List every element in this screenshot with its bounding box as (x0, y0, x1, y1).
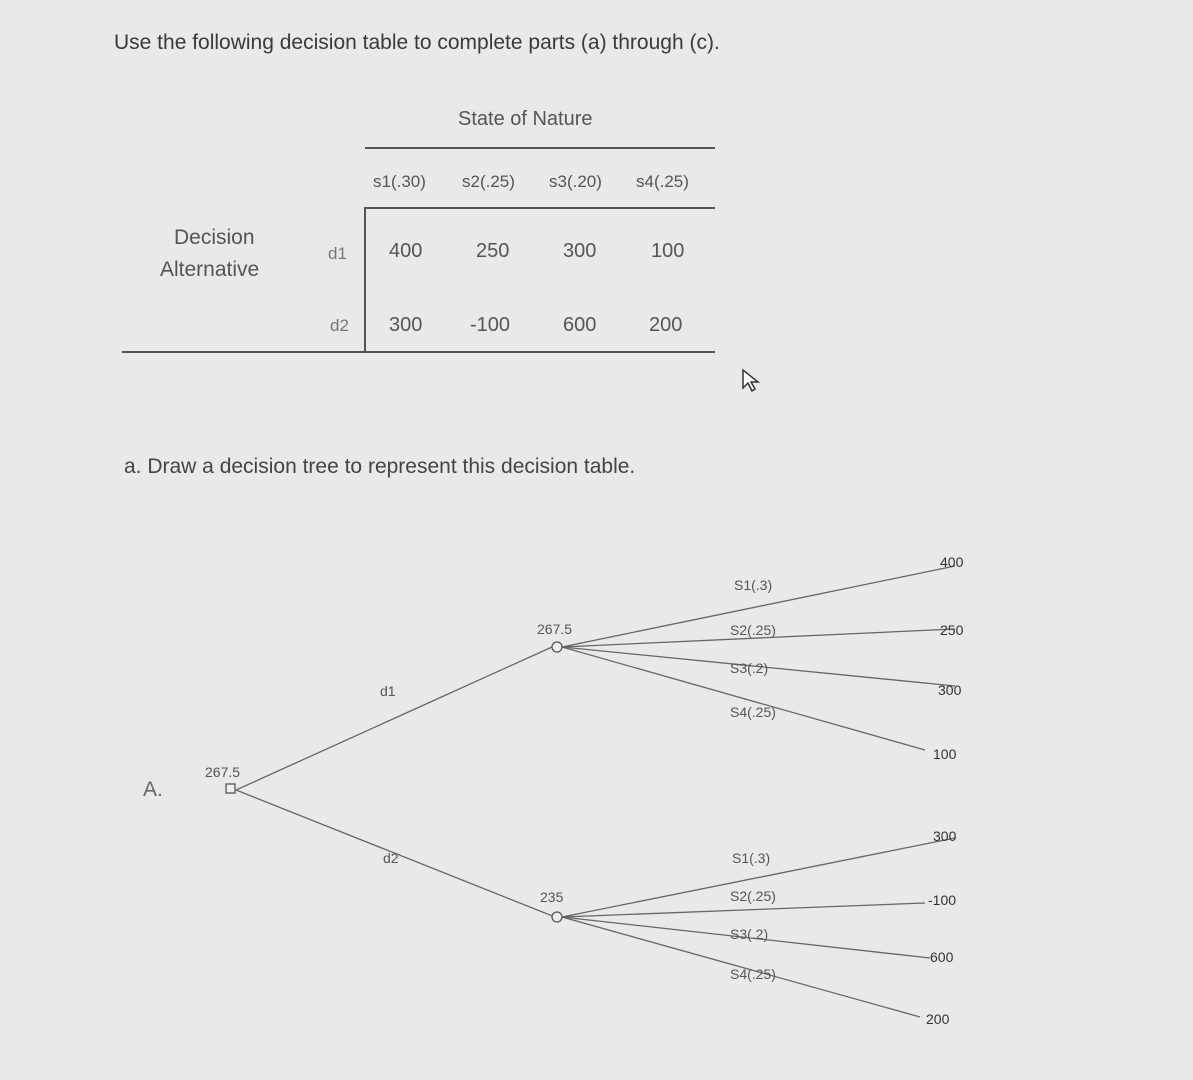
cell-d2-s4: 200 (649, 314, 683, 336)
node2-state-3: S3(.2) (730, 926, 769, 942)
cell-d1-s4: 100 (651, 240, 685, 262)
chance-node-2 (552, 912, 562, 922)
node2-payoff-4: 200 (926, 1011, 950, 1027)
node1-payoff-1: 400 (940, 554, 964, 570)
node1-state-2: S2(.25) (730, 622, 776, 638)
node1-state-1: S1(.3) (734, 577, 773, 593)
node2-state-2: S2(.25) (730, 888, 776, 904)
node2-payoff-2: -100 (928, 892, 957, 908)
node2-state-1: S1(.3) (732, 850, 771, 866)
branch-d1-label: d1 (380, 683, 396, 699)
node2-payoff-3: 600 (930, 949, 954, 965)
option-a-label[interactable]: A. (143, 778, 163, 801)
cell-d1-s3: 300 (563, 240, 597, 262)
row-label-d2: d2 (330, 316, 349, 335)
cell-d1-s2: 250 (476, 240, 510, 262)
column-header-s3: s3(.20) (549, 172, 602, 191)
branch-d2-label: d2 (383, 850, 399, 866)
instruction-text: Use the following decision table to complete parts (a) through (c). (114, 31, 720, 54)
state-of-nature-heading: State of Nature (458, 108, 593, 130)
node1-payoff-2: 250 (940, 622, 964, 638)
column-header-s1: s1(.30) (373, 172, 426, 191)
branch-d1-line (236, 647, 552, 790)
part-a-text: a. Draw a decision tree to represent this decision table. (124, 455, 636, 478)
decision-alternative-line2: Alternative (160, 258, 260, 281)
decision-alternative-line1: Decision (174, 226, 255, 249)
node1-payoff-4: 100 (933, 746, 957, 762)
node2-state-4: S4(.25) (730, 966, 776, 982)
node2-s2-line (562, 903, 925, 917)
cell-d2-s3: 600 (563, 314, 597, 336)
column-header-s4: s4(.25) (636, 172, 689, 191)
root-value-label: 267.5 (205, 764, 241, 780)
node1-state-3: S3(.2) (730, 660, 769, 676)
node1-value-label: 267.5 (537, 621, 573, 637)
decision-node-square (226, 784, 235, 793)
node1-state-4: S4(.25) (730, 704, 776, 720)
cell-d2-s2: -100 (470, 314, 511, 336)
row-label-d1: d1 (328, 244, 347, 263)
cell-d2-s1: 300 (389, 314, 423, 336)
column-header-s2: s2(.25) (462, 172, 515, 191)
chance-node-1 (552, 642, 562, 652)
node1-payoff-3: 300 (938, 682, 962, 698)
node2-value-label: 235 (540, 889, 564, 905)
node2-payoff-1: 300 (933, 828, 957, 844)
cell-d1-s1: 400 (389, 240, 423, 262)
